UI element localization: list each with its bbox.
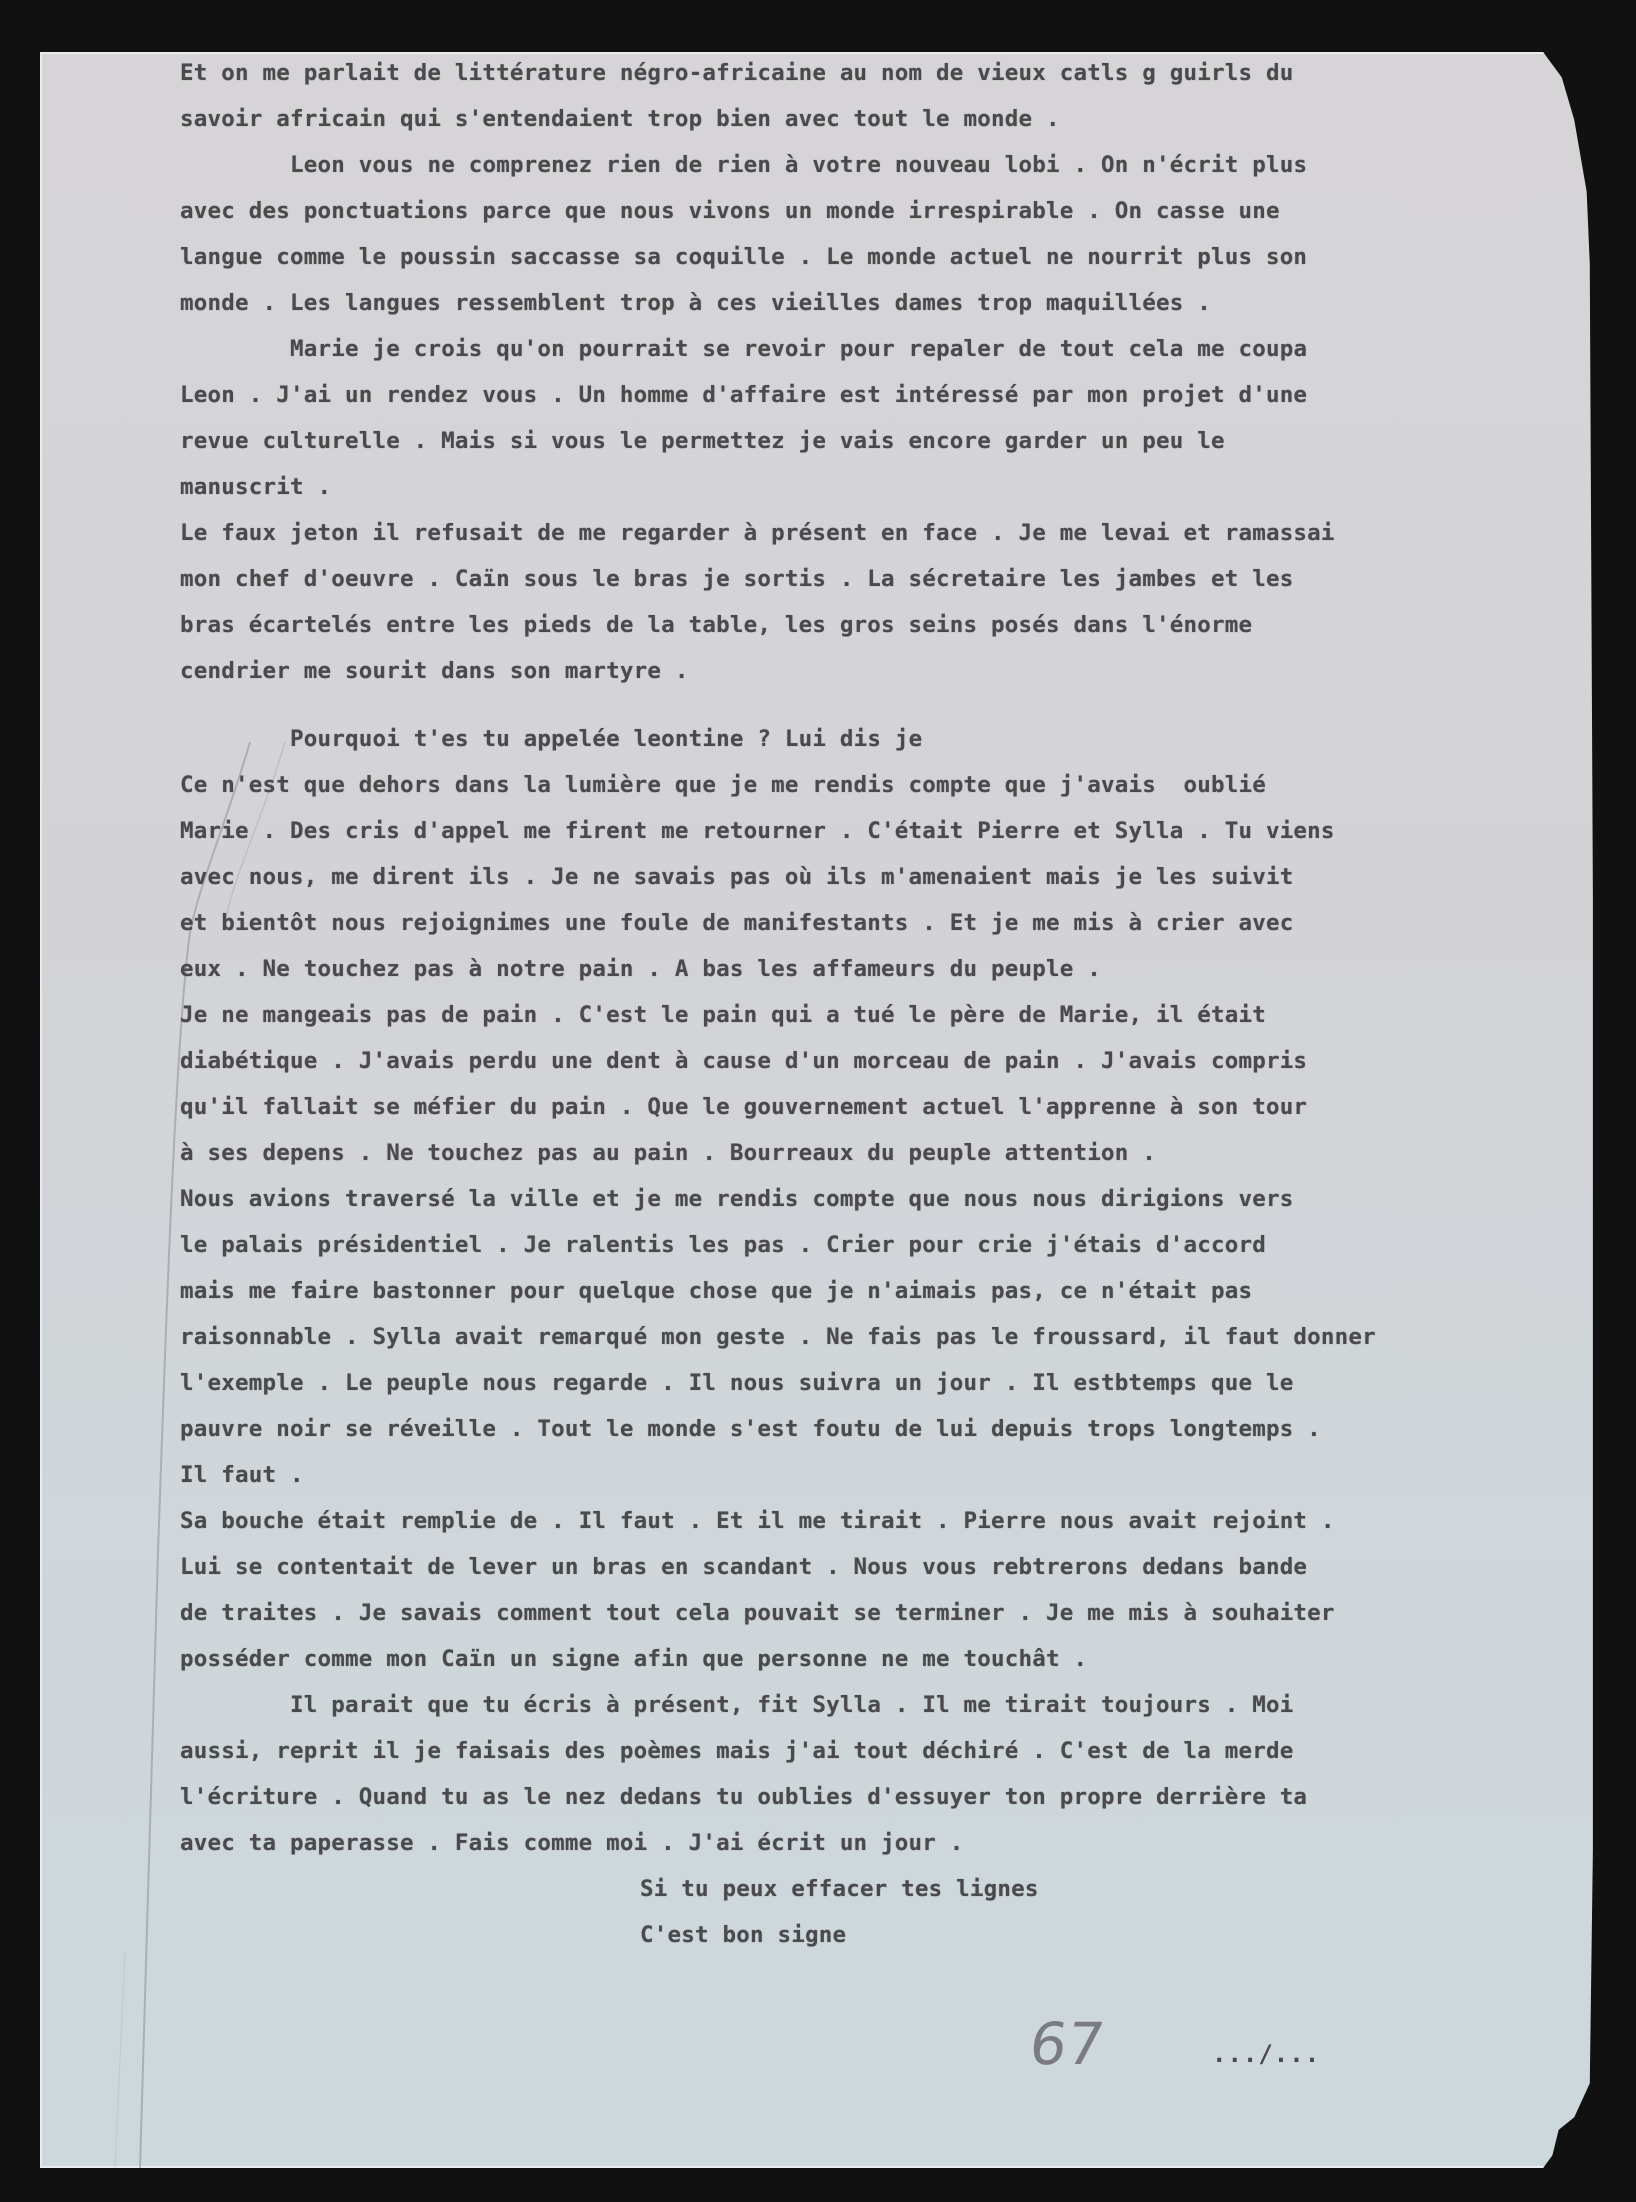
text-line: savoir africain qui s'entendaient trop bien avec tout le monde . bbox=[180, 106, 1060, 132]
verse-block bbox=[180, 1866, 1540, 1958]
text-line: aussi, reprit il je faisais des poèmes mais j'ai tout déchiré . C'est de la merde bbox=[180, 1738, 1294, 1764]
paragraph bbox=[180, 1498, 1540, 1682]
paragraph bbox=[180, 50, 1540, 142]
text-line: pauvre noir se réveille . Tout le monde s'est foutu de lui depuis trops longtemps . bbox=[180, 1416, 1321, 1442]
text-line: Ce n'est que dehors dans la lumière que je me rendis compte que j'avais oublié bbox=[180, 772, 1266, 798]
paragraph bbox=[180, 716, 1540, 762]
text-line: posséder comme mon Caïn un signe afin que personne ne me touchât . bbox=[180, 1646, 1088, 1672]
text-line: diabétique . J'avais perdu une dent à cause d'un morceau de pain . J'avais compris bbox=[180, 1048, 1308, 1074]
text-line: Il faut . bbox=[180, 1462, 304, 1488]
text-line: Leon vous ne comprenez rien de rien à votre nouveau lobi . On n'écrit plus bbox=[290, 152, 1308, 178]
text-line: Il parait que tu écris à présent, fit Sylla . Il me tirait toujours . Moi bbox=[290, 1692, 1294, 1718]
text-line: avec des ponctuations parce que nous vivons un monde irrespirable . On casse une bbox=[180, 198, 1280, 224]
text-line: de traites . Je savais comment tout cela pouvait se terminer . Je me mis à souhaiter bbox=[180, 1600, 1335, 1626]
continuation-mark: .../... bbox=[1212, 2040, 1321, 2068]
paragraph bbox=[180, 1682, 1540, 1866]
paragraph bbox=[180, 992, 1540, 1176]
text-line: avec ta paperasse . Fais comme moi . J'ai écrit un jour . bbox=[180, 1830, 964, 1856]
paragraph bbox=[180, 762, 1540, 992]
verse-line: Si tu peux effacer tes lignes bbox=[640, 1876, 1039, 1902]
paragraph bbox=[180, 142, 1540, 326]
text-line: Lui se contentait de lever un bras en scandant . Nous vous rebtrerons dedans bande bbox=[180, 1554, 1308, 1580]
text-line: mais me faire bastonner pour quelque chose que je n'aimais pas, ce n'était pas bbox=[180, 1278, 1253, 1304]
paragraph bbox=[180, 510, 1540, 694]
text-line: avec nous, me dirent ils . Je ne savais pas où ils m'amenaient mais je les suivit bbox=[180, 864, 1294, 890]
text-line: Pourquoi t'es tu appelée leontine ? Lui dis je bbox=[290, 726, 923, 752]
text-line: monde . Les langues ressemblent trop à ces vieilles dames trop maquillées . bbox=[180, 290, 1211, 316]
text-line: mon chef d'oeuvre . Caïn sous le bras je sortis . La sécretaire les jambes et les bbox=[180, 566, 1294, 592]
text-line: Leon . J'ai un rendez vous . Un homme d'affaire est intéressé par mon projet d'une bbox=[180, 382, 1308, 408]
text-line: l'écriture . Quand tu as le nez dedans tu oublies d'essuyer ton propre derrière ta bbox=[180, 1784, 1308, 1810]
verse-line: C'est bon signe bbox=[640, 1922, 847, 1948]
text-line: revue culturelle . Mais si vous le permettez je vais encore garder un peu le bbox=[180, 428, 1225, 454]
handwritten-page-number: 67 bbox=[1025, 2010, 1109, 2078]
text-line: Sa bouche était remplie de . Il faut . Et il me tirait . Pierre nous avait rejoint . bbox=[180, 1508, 1335, 1534]
text-line: le palais présidentiel . Je ralentis les pas . Crier pour crie j'étais d'accord bbox=[180, 1232, 1266, 1258]
document-body bbox=[180, 50, 1540, 1958]
text-line: et bientôt nous rejoignimes une foule de manifestants . Et je me mis à crier avec bbox=[180, 910, 1294, 936]
text-line: eux . Ne touchez pas à notre pain . A bas les affameurs du peuple . bbox=[180, 956, 1101, 982]
text-line: qu'il fallait se méfier du pain . Que le gouvernement actuel l'apprenne à son tour bbox=[180, 1094, 1308, 1120]
text-line: Et on me parlait de littérature négro-africaine au nom de vieux catls g guirls du bbox=[180, 60, 1294, 86]
text-line: manuscrit . bbox=[180, 474, 332, 500]
text-line: à ses depens . Ne touchez pas au pain . Bourreaux du peuple attention . bbox=[180, 1140, 1156, 1166]
paragraph bbox=[180, 326, 1540, 510]
text-line: Marie je crois qu'on pourrait se revoir pour repaler de tout cela me coupa bbox=[290, 336, 1308, 362]
text-line: Je ne mangeais pas de pain . C'est le pain qui a tué le père de Marie, il était bbox=[180, 1002, 1266, 1028]
text-line: l'exemple . Le peuple nous regarde . Il nous suivra un jour . Il estbtemps que le bbox=[180, 1370, 1294, 1396]
paragraph-gap bbox=[180, 694, 1540, 716]
text-line: langue comme le poussin saccasse sa coquille . Le monde actuel ne nourrit plus son bbox=[180, 244, 1308, 270]
text-line: Nous avions traversé la ville et je me rendis compte que nous nous dirigions vers bbox=[180, 1186, 1294, 1212]
text-line: Le faux jeton il refusait de me regarder à présent en face . Je me levai et ramassai bbox=[180, 520, 1335, 546]
text-line: cendrier me sourit dans son martyre . bbox=[180, 658, 689, 684]
text-line: raisonnable . Sylla avait remarqué mon geste . Ne fais pas le froussard, il faut donner bbox=[180, 1324, 1376, 1350]
text-line: Marie . Des cris d'appel me firent me retourner . C'était Pierre et Sylla . Tu viens bbox=[180, 818, 1335, 844]
paragraph bbox=[180, 1176, 1540, 1498]
text-line: bras écartelés entre les pieds de la table, les gros seins posés dans l'énorme bbox=[180, 612, 1253, 638]
